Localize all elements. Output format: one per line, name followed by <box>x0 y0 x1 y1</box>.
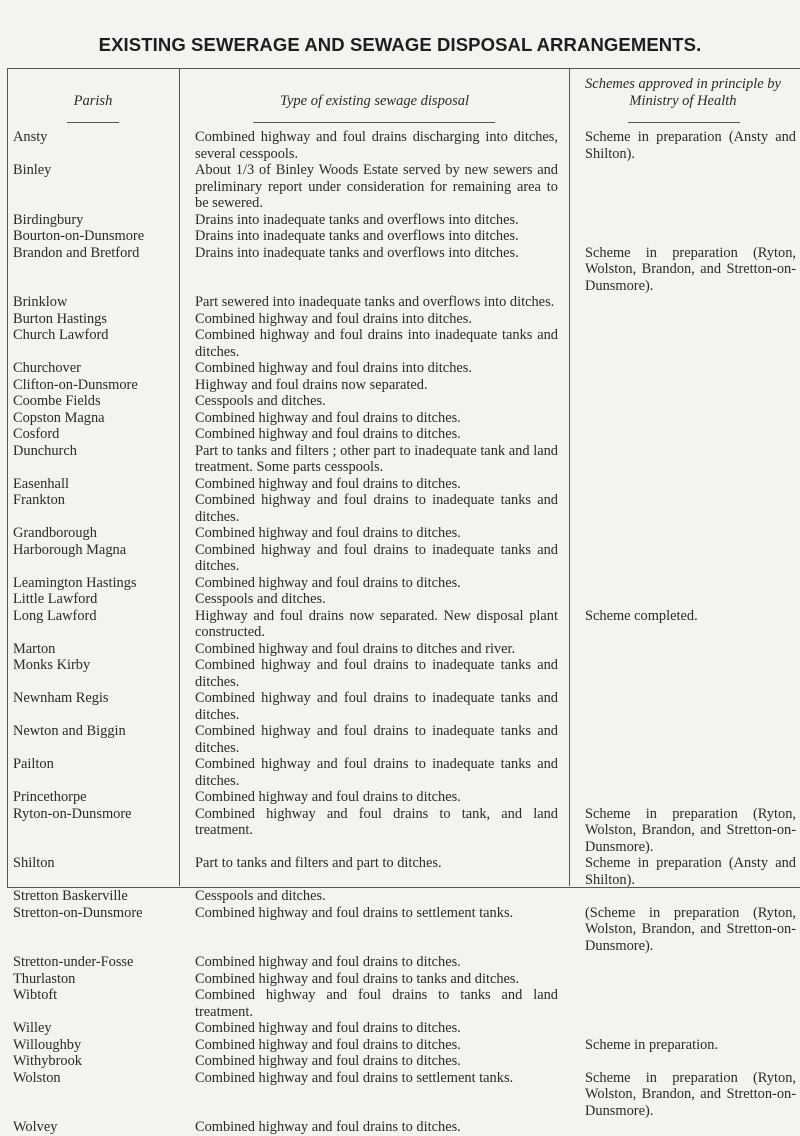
disposal-type-cell: Combined highway and foul drains to tanks and ditches. <box>195 970 520 987</box>
disposal-type-cell: Combined highway and foul drains to inadequate tanks and ditches. <box>195 723 558 756</box>
parish-cell: Leamington Hastings <box>13 574 137 591</box>
scheme-cell <box>570 525 800 542</box>
table-row <box>0 492 800 525</box>
table-row <box>0 410 800 427</box>
table-row <box>0 723 800 756</box>
table-row <box>0 789 800 806</box>
table-row <box>0 294 800 311</box>
table-row <box>0 129 800 162</box>
disposal-type-cell: Combined highway and foul drains to tanks and land treatment. <box>195 987 558 1020</box>
disposal-type-cell: Drains into inadequate tanks and overflows into ditches. <box>195 211 519 228</box>
scheme-cell <box>570 971 800 988</box>
parish-cell: Stretton Baskerville <box>13 888 128 904</box>
scheme-cell <box>570 789 800 806</box>
disposal-type-cell: Combined highway and foul drains discharging into ditches, several cesspools. <box>195 129 558 162</box>
table-row <box>0 1053 800 1070</box>
disposal-type-cell: Combined highway and foul drains to ditches. <box>195 1036 461 1053</box>
header-parish: Parish <box>73 93 113 109</box>
disposal-type-cell: Combined highway and foul drains to settlement tanks. <box>195 1069 514 1086</box>
parish-cell: Clifton-on-Dunsmore <box>13 376 138 393</box>
disposal-type-cell: Combined highway and foul drains to ditches. <box>195 525 461 541</box>
disposal-type-cell: Combined highway and foul drains into ditches. <box>195 360 472 376</box>
parish-cell: Thurlaston <box>13 970 76 987</box>
scheme-cell <box>570 888 800 905</box>
disposal-type-cell: About 1/3 of Binley Woods Estate served by new sewers and preliminary report under consideration for remaining area to be sewered. <box>195 162 558 211</box>
parish-cell: Withybrook <box>13 1053 82 1069</box>
parish-cell: Stretton-on-Dunsmore <box>13 904 143 921</box>
parish-cell: Churchover <box>13 360 81 376</box>
disposal-type-cell: Highway and foul drains now separated. <box>195 376 428 393</box>
parish-cell: Coombe Fields <box>13 393 101 409</box>
scheme-cell <box>570 377 800 394</box>
table-row <box>0 377 800 394</box>
disposal-type-cell: Combined highway and foul drains to ditches. <box>195 789 461 805</box>
table-row <box>0 971 800 988</box>
table-row <box>0 360 800 377</box>
disposal-type-cell: Combined highway and foul drains to inadequate tanks and ditches. <box>195 690 558 723</box>
header-rule <box>628 122 740 123</box>
parish-cell: Little Lawford <box>13 591 98 607</box>
scheme-cell <box>570 954 800 971</box>
table-row <box>0 641 800 658</box>
scheme-cell: Scheme in preparation (Ryton, Wolston, Brandon, and Stretton-on-Dunsmore). <box>585 244 796 294</box>
table-row <box>0 1119 800 1136</box>
scheme-cell <box>570 426 800 443</box>
table-row <box>0 1037 800 1054</box>
disposal-type-cell: Combined highway and foul drains to settlement tanks. <box>195 904 514 921</box>
table-row <box>0 311 800 328</box>
scheme-cell <box>570 492 800 525</box>
parish-cell: Binley <box>13 162 52 178</box>
table-row <box>0 525 800 542</box>
parish-cell: Newnham Regis <box>13 690 109 706</box>
parish-cell: Ansty <box>13 129 48 145</box>
disposal-type-cell: Combined highway and foul drains to ditches. <box>195 574 461 591</box>
table-row <box>0 575 800 592</box>
table-row <box>0 690 800 723</box>
table-row <box>0 228 800 245</box>
disposal-type-cell: Combined highway and foul drains to ditches. <box>195 426 461 442</box>
table-row <box>0 905 800 955</box>
parish-cell: Frankton <box>13 492 65 508</box>
disposal-type-cell: Combined highway and foul drains into inadequate tanks and ditches. <box>195 327 558 360</box>
table-row <box>0 657 800 690</box>
table-row <box>0 245 800 295</box>
disposal-type-cell: Combined highway and foul drains to inadequate tanks and ditches. <box>195 756 558 789</box>
table-row <box>0 393 800 410</box>
scheme-cell <box>570 443 800 476</box>
disposal-type-cell: Combined highway and foul drains to inadequate tanks and ditches. <box>195 541 558 574</box>
parish-cell: Burton Hastings <box>13 310 107 327</box>
parish-cell: Wibtoft <box>13 987 58 1003</box>
disposal-type-cell: Highway and foul drains now separated. New disposal plant constructed. <box>195 607 558 640</box>
scheme-cell <box>570 1053 800 1070</box>
table-row <box>0 212 800 229</box>
scheme-cell <box>570 393 800 410</box>
parish-cell: Monks Kirby <box>13 657 91 673</box>
disposal-type-cell: Part to tanks and filters and part to ditches. <box>195 855 442 871</box>
table-row <box>0 888 800 905</box>
table-row <box>0 756 800 789</box>
parish-cell: Ryton-on-Dunsmore <box>13 805 132 822</box>
scheme-cell <box>570 756 800 789</box>
table-body <box>0 129 800 1136</box>
table-row <box>0 426 800 443</box>
scheme-cell <box>570 212 800 229</box>
table-row <box>0 162 800 212</box>
parish-cell: Brinklow <box>13 294 68 310</box>
scheme-cell <box>570 311 800 328</box>
parish-cell: Stretton-under-Fosse <box>13 954 134 970</box>
scheme-cell <box>570 690 800 723</box>
scheme-cell <box>570 476 800 493</box>
scheme-cell <box>570 360 800 377</box>
disposal-type-cell: Combined highway and foul drains to ditches. <box>195 954 461 970</box>
disposal-type-cell: Cesspools and ditches. <box>195 591 326 607</box>
scheme-cell <box>570 591 800 608</box>
table-row <box>0 476 800 493</box>
scheme-cell <box>570 723 800 756</box>
scheme-cell <box>570 327 800 360</box>
disposal-type-cell: Part to tanks and filters ; other part to inadequate tank and land treatment. Some parts cesspools. <box>195 442 558 475</box>
scheme-cell: Scheme completed. <box>585 607 698 624</box>
disposal-type-cell: Combined highway and foul drains to tank, and land treatment. <box>195 805 558 838</box>
parish-cell: Dunchurch <box>13 442 77 459</box>
table-row <box>0 591 800 608</box>
header-rule <box>67 122 119 123</box>
disposal-type-cell: Combined highway and foul drains to ditches. <box>195 409 461 426</box>
parish-cell: Brandon and Bretford <box>13 244 140 261</box>
header-type: Type of existing sewage disposal <box>279 93 470 109</box>
parish-cell: Cosford <box>13 426 60 442</box>
parish-cell: Wolvey <box>13 1119 58 1135</box>
parish-cell: Copston Magna <box>13 409 105 426</box>
disposal-type-cell: Cesspools and ditches. <box>195 888 326 904</box>
scheme-cell <box>570 657 800 690</box>
parish-cell: Harborough Magna <box>13 541 127 558</box>
scheme-cell <box>570 162 800 212</box>
scheme-cell <box>570 987 800 1020</box>
scheme-cell <box>570 641 800 658</box>
disposal-type-cell: Combined highway and foul drains into ditches. <box>195 310 472 327</box>
header-rule <box>253 122 495 123</box>
table-row <box>0 443 800 476</box>
scheme-cell <box>570 1020 800 1037</box>
parish-cell: Princethorpe <box>13 789 87 805</box>
table-row <box>0 954 800 971</box>
parish-cell: Long Lawford <box>13 607 97 624</box>
table-row <box>0 1070 800 1120</box>
parish-cell: Marton <box>13 640 56 657</box>
scheme-cell: Scheme in preparation (Ryton, Wolston, Brandon, and Stretton-on-Dunsmore). <box>585 1069 796 1119</box>
disposal-type-cell: Drains into inadequate tanks and overflows into ditches. <box>195 244 519 261</box>
parish-cell: Shilton <box>13 855 55 871</box>
disposal-type-cell: Combined highway and foul drains to ditches. <box>195 1119 461 1135</box>
scheme-cell: Scheme in preparation (Ansty and Shilton). <box>585 129 796 162</box>
parish-cell: Willoughby <box>13 1036 82 1053</box>
disposal-type-cell: Combined highway and foul drains to ditches and river. <box>195 640 516 657</box>
table-row <box>0 542 800 575</box>
disposal-type-cell: Part sewered into inadequate tanks and overflows into ditches. <box>195 294 555 310</box>
table-row <box>0 608 800 641</box>
parish-cell: Newton and Biggin <box>13 723 126 739</box>
disposal-type-cell: Combined highway and foul drains to inadequate tanks and ditches. <box>195 657 558 690</box>
scheme-cell <box>570 410 800 427</box>
disposal-type-cell: Cesspools and ditches. <box>195 393 326 409</box>
table-row <box>0 327 800 360</box>
table-row <box>0 855 800 888</box>
scheme-cell <box>570 1119 800 1136</box>
scheme-cell: (Scheme in preparation (Ryton, Wolston, Brandon, and Stretton-on-Dunsmore). <box>585 904 796 954</box>
disposal-type-cell: Combined highway and foul drains to inadequate tanks and ditches. <box>195 492 558 525</box>
disposal-type-cell: Combined highway and foul drains to ditches. <box>195 475 461 492</box>
page-title: EXISTING SEWERAGE AND SEWAGE DISPOSAL ARRANGEMENTS. <box>98 34 702 55</box>
parish-cell: Grandborough <box>13 525 97 541</box>
table-row <box>0 1020 800 1037</box>
scheme-cell: Scheme in preparation (Ansty and Shilton). <box>585 855 796 888</box>
disposal-type-cell: Drains into inadequate tanks and overflows into ditches. <box>195 228 519 244</box>
header-schemes: Schemes approved in principle by Ministry of Health <box>585 76 781 109</box>
table-row <box>0 987 800 1020</box>
scheme-cell: Scheme in preparation. <box>585 1036 719 1053</box>
scheme-cell <box>570 228 800 245</box>
parish-cell: Birdingbury <box>13 211 84 228</box>
parish-cell: Church Lawford <box>13 327 109 343</box>
scheme-cell <box>570 575 800 592</box>
disposal-type-cell: Combined highway and foul drains to ditches. <box>195 1053 461 1069</box>
parish-cell: Wolston <box>13 1069 61 1086</box>
parish-cell: Pailton <box>13 756 54 772</box>
scheme-cell: Scheme in preparation (Ryton, Wolston, Brandon, and Stretton-on-Dunsmore). <box>585 805 796 855</box>
parish-cell: Bourton-on-Dunsmore <box>13 228 145 244</box>
table-row <box>0 806 800 856</box>
scheme-cell <box>570 294 800 311</box>
disposal-type-cell: Combined highway and foul drains to ditches. <box>195 1020 461 1036</box>
scheme-cell <box>570 542 800 575</box>
parish-cell: Easenhall <box>13 475 69 492</box>
parish-cell: Willey <box>13 1020 52 1036</box>
